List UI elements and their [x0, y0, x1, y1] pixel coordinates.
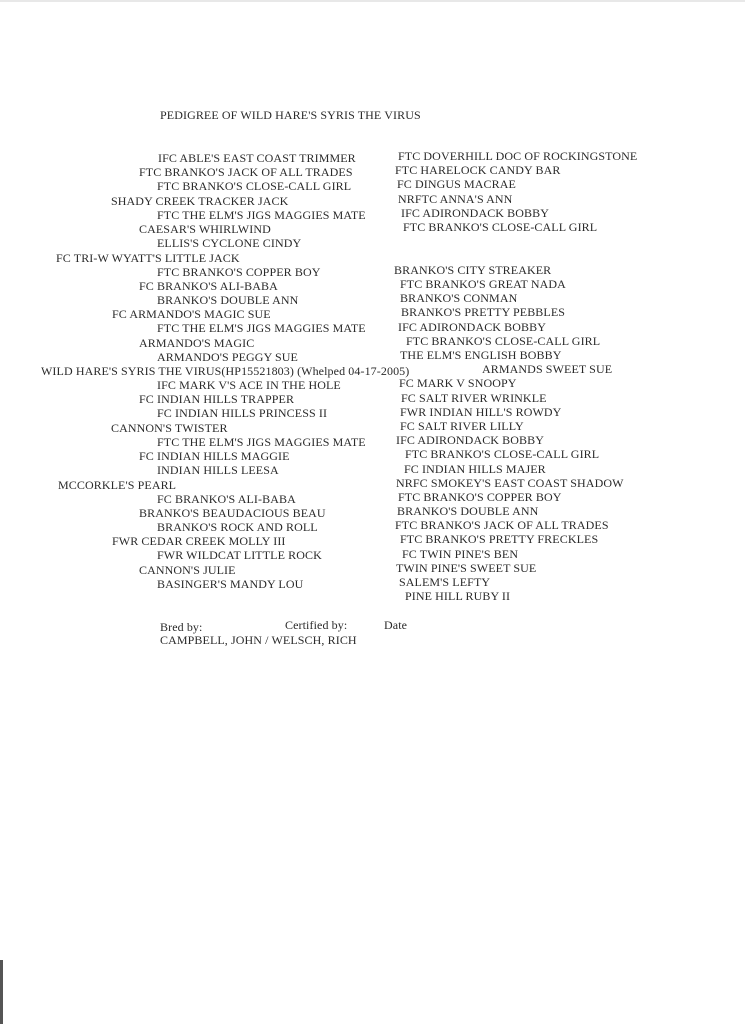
- pedigree-entry: BRANKO'S CITY STREAKER: [394, 263, 552, 277]
- date-label: Date: [384, 618, 408, 632]
- pedigree-entry: ARMANDO'S MAGIC: [139, 336, 255, 350]
- pedigree-entry: FTC THE ELM'S JIGS MAGGIES MATE: [157, 435, 366, 449]
- pedigree-entry: BRANKO'S ROCK AND ROLL: [157, 520, 318, 534]
- pedigree-entry: IFC MARK V'S ACE IN THE HOLE: [157, 378, 341, 392]
- pedigree-entry: FC INDIAN HILLS MAJER: [404, 462, 546, 476]
- pedigree-entry: FC SALT RIVER LILLY: [400, 419, 524, 433]
- pedigree-entry: FTC BRANKO'S GREAT NADA: [400, 277, 566, 291]
- page-title: PEDIGREE OF WILD HARE'S SYRIS THE VIRUS: [160, 108, 421, 122]
- pedigree-entry: SHADY CREEK TRACKER JACK: [111, 194, 289, 208]
- pedigree-entry: TWIN PINE'S SWEET SUE: [396, 561, 537, 575]
- pedigree-entry: CANNON'S JULIE: [139, 563, 236, 577]
- bred-by-label: Bred by:: [160, 620, 203, 634]
- page-left-edge: [0, 960, 3, 1024]
- pedigree-entry: FC MARK V SNOOPY: [399, 376, 517, 390]
- pedigree-entry: FTC BRANKO'S CLOSE-CALL GIRL: [405, 447, 600, 461]
- pedigree-entry: FC TRI-W WYATT'S LITTLE JACK: [56, 251, 240, 265]
- certified-by-label: Certified by:: [285, 618, 348, 632]
- pedigree-entry: IFC ADIRONDACK BOBBY: [396, 433, 545, 447]
- pedigree-entry: FTC THE ELM'S JIGS MAGGIES MATE: [157, 321, 366, 335]
- pedigree-entry: THE ELM'S ENGLISH BOBBY: [400, 348, 562, 362]
- pedigree-entry: FC TWIN PINE'S BEN: [402, 547, 519, 561]
- pedigree-entry: IFC ADIRONDACK BOBBY: [401, 206, 550, 220]
- pedigree-entry: SALEM'S LEFTY: [399, 575, 491, 589]
- pedigree-entry: ARMANDO'S PEGGY SUE: [157, 350, 298, 364]
- pedigree-entry: FC INDIAN HILLS MAGGIE: [139, 449, 290, 463]
- breeders-name: CAMPBELL, JOHN / WELSCH, RICH: [160, 633, 357, 647]
- pedigree-entry: BRANKO'S CONMAN: [400, 291, 518, 305]
- pedigree-entry: FWR WILDCAT LITTLE ROCK: [157, 548, 322, 562]
- pedigree-entry: ELLIS'S CYCLONE CINDY: [157, 236, 302, 250]
- pedigree-entry: IFC ABLE'S EAST COAST TRIMMER: [158, 151, 356, 165]
- pedigree-entry: BRANKO'S BEAUDACIOUS BEAU: [139, 506, 326, 520]
- pedigree-entry: FC DINGUS MACRAE: [397, 177, 516, 191]
- pedigree-entry: BRANKO'S DOUBLE ANN: [157, 293, 299, 307]
- pedigree-entry: PINE HILL RUBY II: [405, 589, 511, 603]
- page-top-edge: [0, 0, 745, 2]
- pedigree-entry: FTC BRANKO'S JACK OF ALL TRADES: [139, 165, 353, 179]
- pedigree-entry: FC SALT RIVER WRINKLE: [401, 391, 547, 405]
- pedigree-entry: FTC BRANKO'S COPPER BOY: [398, 490, 562, 504]
- pedigree-entry: NRFC SMOKEY'S EAST COAST SHADOW: [396, 476, 624, 490]
- pedigree-entry: FTC BRANKO'S JACK OF ALL TRADES: [395, 518, 609, 532]
- pedigree-entry: FC BRANKO'S ALI-BABA: [157, 492, 296, 506]
- pedigree-entry: NRFTC ANNA'S ANN: [398, 192, 513, 206]
- pedigree-entry: FC INDIAN HILLS TRAPPER: [139, 392, 295, 406]
- pedigree-entry: FTC BRANKO'S CLOSE-CALL GIRL: [403, 220, 598, 234]
- pedigree-entry: FTC BRANKO'S CLOSE-CALL GIRL: [406, 334, 601, 348]
- pedigree-entry: FTC DOVERHILL DOC OF ROCKINGSTONE: [398, 149, 638, 163]
- pedigree-entry: FTC BRANKO'S COPPER BOY: [157, 265, 321, 279]
- pedigree-entry: ARMANDS SWEET SUE: [482, 362, 613, 376]
- pedigree-entry: BRANKO'S DOUBLE ANN: [397, 504, 539, 518]
- pedigree-entry: CANNON'S TWISTER: [111, 421, 228, 435]
- pedigree-entry: FC INDIAN HILLS PRINCESS II: [157, 406, 328, 420]
- pedigree-entry: MCCORKLE'S PEARL: [58, 478, 177, 492]
- pedigree-entry: BASINGER'S MANDY LOU: [157, 577, 304, 591]
- pedigree-entry: FTC HARELOCK CANDY BAR: [395, 163, 561, 177]
- pedigree-entry: FC ARMANDO'S MAGIC SUE: [112, 307, 271, 321]
- pedigree-entry: FTC BRANKO'S CLOSE-CALL GIRL: [157, 179, 352, 193]
- pedigree-entry: FTC BRANKO'S PRETTY FRECKLES: [400, 532, 599, 546]
- pedigree-entry: IFC ADIRONDACK BOBBY: [398, 320, 547, 334]
- pedigree-entry: CAESAR'S WHIRLWIND: [139, 222, 271, 236]
- pedigree-entry: FWR CEDAR CREEK MOLLY III: [112, 534, 286, 548]
- pedigree-entry: FC BRANKO'S ALI-BABA: [139, 279, 278, 293]
- pedigree-entry: FWR INDIAN HILL'S ROWDY: [400, 405, 562, 419]
- pedigree-entry: FTC THE ELM'S JIGS MAGGIES MATE: [157, 208, 366, 222]
- subject-dog: WILD HARE'S SYRIS THE VIRUS(HP15521803) (Whelped 04-17-2005): [41, 364, 410, 378]
- pedigree-entry: INDIAN HILLS LEESA: [157, 463, 279, 477]
- pedigree-entry: BRANKO'S PRETTY PEBBLES: [401, 305, 566, 319]
